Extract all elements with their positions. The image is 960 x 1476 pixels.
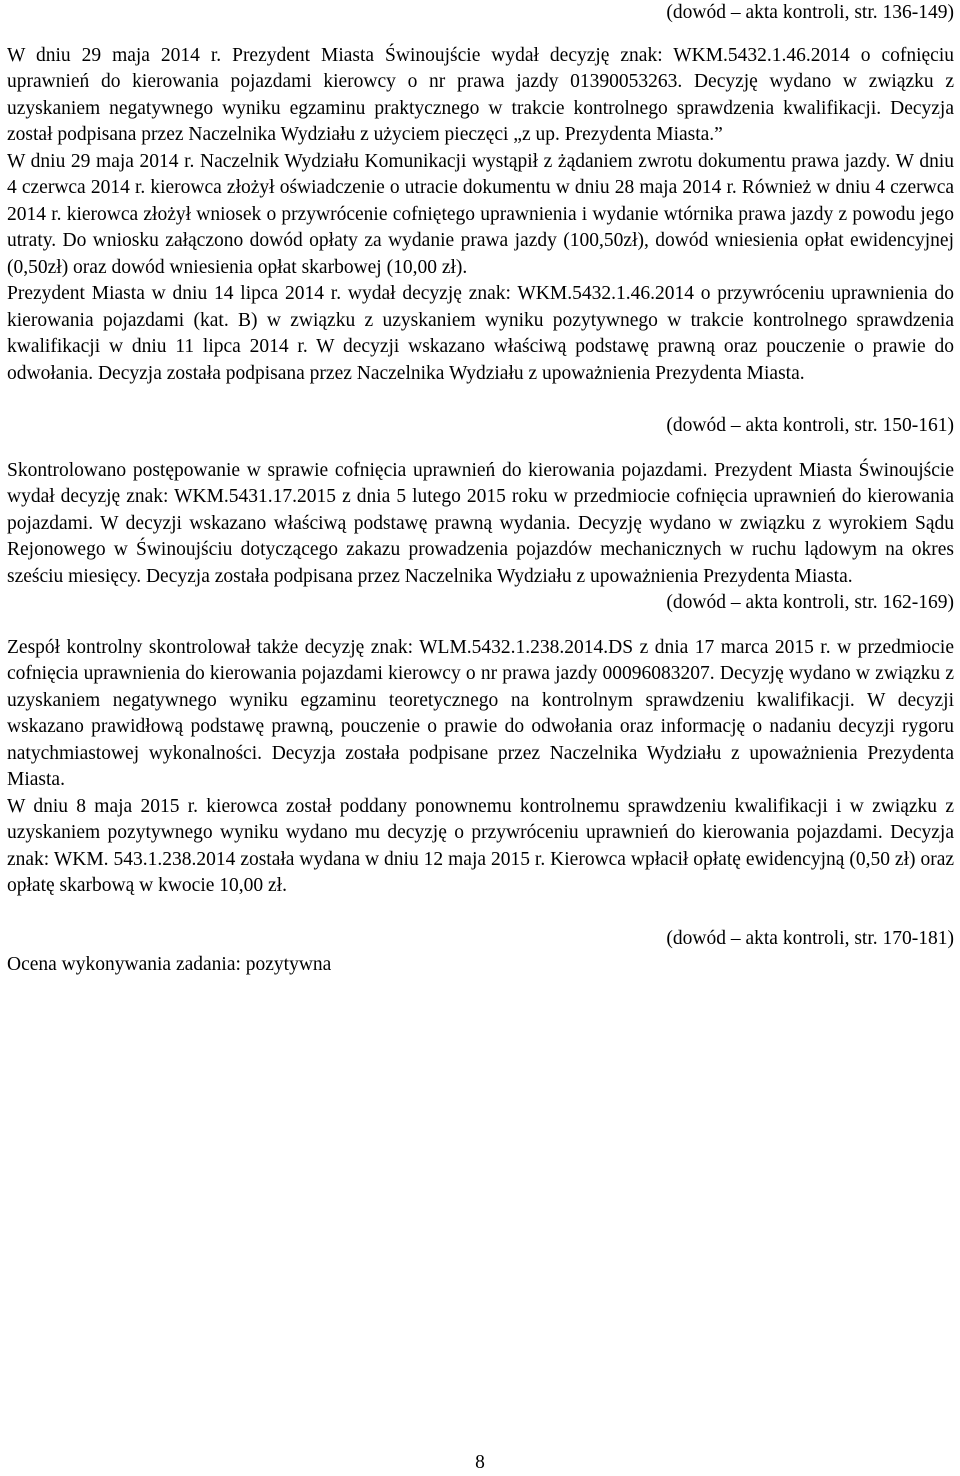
document-page (7, 0, 954, 979)
evidence-reference: (dowód – akta kontroli, str. 162-169) (666, 592, 954, 613)
paragraph: W dniu 8 maja 2015 r. kierowca został poddany ponownemu kontrolnemu sprawdzeniu kwalifikacji i w związku z uzyskaniem pozytywnego wyniku wydano mu decyzję o przywróceniu uprawnień do kierowania pojazdami. Decyzja znak: WKM. 543.1.238.2014 została wydana w dniu 12 maja 2015 r. Kierowca wpłacił opłatę ewidencyjną (0,50 zł) oraz opłatę skarbową w kwocie 10,00 zł. (7, 795, 954, 896)
page-number: 8 (475, 1452, 485, 1473)
paragraph: W dniu 29 maja 2014 r. Prezydent Miasta Świnoujście wydał decyzję znak: WKM.5432.1.46.2014 o cofnięciu uprawnień do kierowania pojazdami kierowcy o nr prawa jazdy 01390053263. Decyzję wydano w związku z uzyskaniem negatywnego wyniku egzaminu praktycznego w trakcie kontrolnego sprawdzenia kwalifikacji. Decyzja został podpisana przez Naczelnika Wydziału z użyciem pieczęci „z up. Prezydenta Miasta.” (7, 44, 954, 145)
assessment-line: Ocena wykonywania zadania: pozytywna (7, 954, 332, 975)
paragraph: Skontrolowano postępowanie w sprawie cofnięcia uprawnień do kierowania pojazdami. Prezydent Miasta Świnoujście wydał decyzję znak: WKM.5431.17.2015 z dnia 5 lutego 2015 roku w przedmiocie cofnięcia uprawnień do kierowania pojazdami. W decyzji wskazano właściwą podstawę prawną wydania. Decyzję wydano w związku z wyrokiem Sądu Rejonowego w Świnoujściu dotyczącego zakazu prowadzenia pojazdów mechanicznych w ruchu lądowym na okres sześciu miesięcy. Decyzja została podpisana przez Naczelnika Wydziału z upoważnienia Prezydenta Miasta. (7, 459, 954, 587)
evidence-reference: (dowód – akta kontroli, str. 136-149) (666, 2, 954, 23)
paragraph: W dniu 29 maja 2014 r. Naczelnik Wydziału Komunikacji wystąpił z żądaniem zwrotu dokumentu prawa jazdy. W dniu 4 czerwca 2014 r. kierowca złożył oświadczenie o utracie dokumentu w dniu 28 maja 2014 r. Również w dniu 4 czerwca 2014 r. kierowca złożył wniosek o przywrócenie cofniętego uprawnienia i wydanie wtórnika prawa jazdy z powodu jego utraty. Do wniosku załączono dowód opłaty za wydanie prawa jazdy (100,50zł), dowód wniesienia opłat ewidencyjnej (0,50zł) oraz dowód wniesienia opłat skarbowej (10,00 zł). (7, 150, 954, 278)
evidence-reference: (dowód – akta kontroli, str. 170-181) (666, 927, 954, 949)
paragraph: Zespół kontrolny skontrolował także decyzję znak: WLM.5432.1.238.2014.DS z dnia 17 marca 2015 r. w przedmiocie cofnięcia uprawnienia do kierowania pojazdami kierowcy o nr prawa jazdy 00096083207. Decyzję wydano w związku z uzyskaniem negatywnego wyniku egzaminu teoretycznego na kontrolnym sprawdzeniu kwalifikacji. W decyzji wskazano prawidłową podstawę prawną, pouczenie o prawie do odwołania oraz informację o nadaniu decyzji rygoru natychmiastowej wykonalności. Decyzja została podpisane przez Naczelnika Wydziału z upoważnienia Prezydenta Miasta. (7, 636, 954, 790)
paragraph: Prezydent Miasta w dniu 14 lipca 2014 r. wydał decyzję znak: WKM.5432.1.46.2014 o przywróceniu uprawnienia do kierowania pojazdami (kat. B) w związku z uzyskaniem wyniku pozytywnego w trakcie kontrolnego sprawdzenia kwalifikacji w dniu 11 lipca 2014 r. W decyzji wskazano właściwą podstawę prawną oraz pouczenie o prawie do odwołania. Decyzja została podpisana przez Naczelnika Wydziału z upoważnienia Prezydenta Miasta. (7, 283, 954, 384)
evidence-reference: (dowód – akta kontroli, str. 150-161) (666, 415, 954, 436)
